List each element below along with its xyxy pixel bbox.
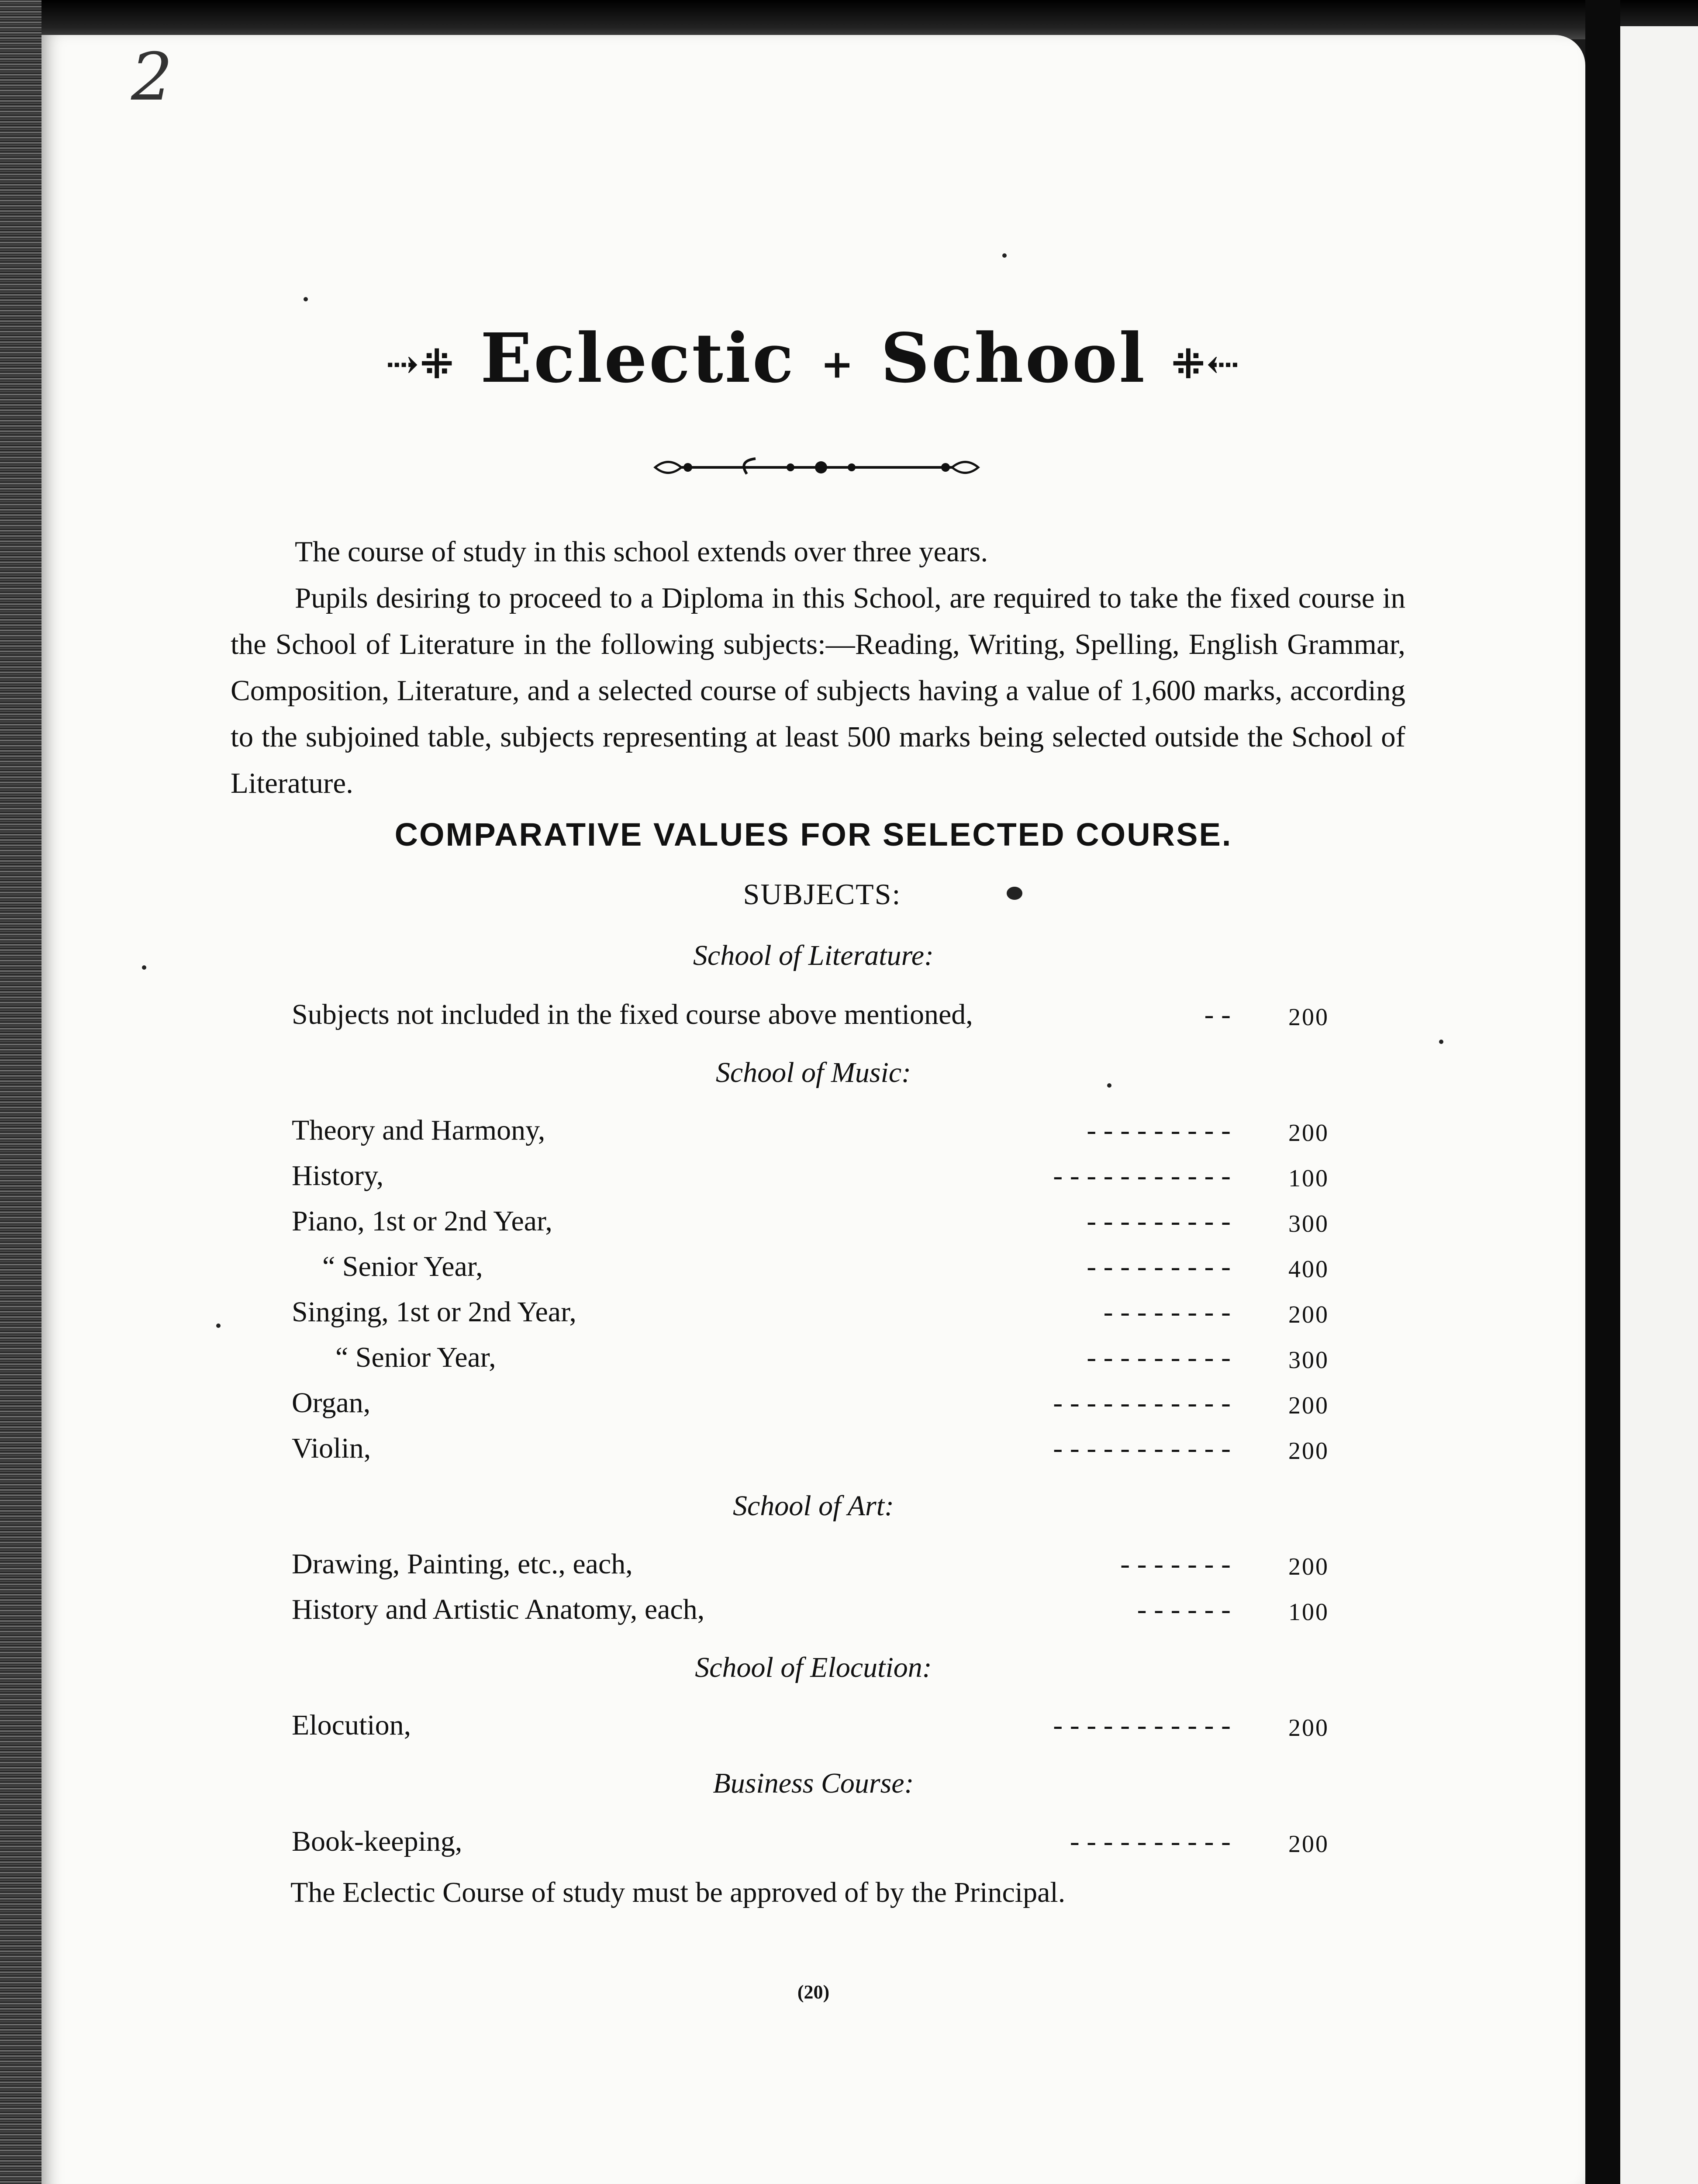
- closing-note: The Eclectic Course of study must be approved of by the Principal.: [290, 1876, 1066, 1908]
- table-row: [0, 1205, 1698, 1248]
- ink-speck: [1002, 253, 1007, 258]
- row-leader-dashes: - - - - - - - - - - -: [1053, 1160, 1231, 1192]
- row-label: Theory and Harmony,: [292, 1114, 545, 1146]
- row-value: 200: [1288, 1392, 1329, 1419]
- row-leader-dashes: - - - - - - -: [1120, 1548, 1231, 1580]
- row-value: 200: [1288, 1831, 1329, 1858]
- table-row: [0, 1825, 1698, 1869]
- row-label: “ Senior Year,: [322, 1251, 483, 1282]
- table-row: [0, 1593, 1698, 1637]
- row-value: 200: [1288, 1120, 1329, 1147]
- heading-word-eclectic: Eclectic: [480, 318, 796, 398]
- row-value: 300: [1288, 1210, 1329, 1237]
- heading-right-ornament: ⁜⇠: [1172, 341, 1241, 387]
- row-leader-dashes: - - - - - -: [1137, 1593, 1231, 1625]
- row-label: Organ,: [292, 1387, 371, 1419]
- row-label: Piano, 1st or 2nd Year,: [292, 1205, 552, 1237]
- row-value: 200: [1288, 1004, 1329, 1031]
- row-leader-dashes: - - - - - - - - -: [1087, 1251, 1231, 1282]
- table-row: [0, 1296, 1698, 1339]
- heading-separator: +: [821, 341, 856, 387]
- row-label: History,: [292, 1160, 384, 1192]
- subjects-heading: SUBJECTS:: [743, 878, 901, 911]
- row-label: Subjects not included in the fixed course above mentioned,: [292, 999, 973, 1030]
- handwritten-page-mark: 2: [131, 39, 173, 115]
- table-row: [0, 1114, 1698, 1158]
- row-value: 200: [1288, 1553, 1329, 1580]
- row-label: Elocution,: [292, 1709, 411, 1741]
- table-row: [0, 1386, 1698, 1430]
- row-value: 200: [1288, 1714, 1329, 1742]
- row-leader-dashes: - - - - - - - - - - -: [1053, 1709, 1231, 1741]
- heading-word-school: School: [880, 318, 1147, 398]
- row-value: 100: [1288, 1599, 1329, 1626]
- scan-top-border: [0, 0, 1698, 39]
- table-row: [0, 1250, 1698, 1294]
- category-business: Business Course:: [713, 1767, 914, 1799]
- row-value: 200: [1288, 1438, 1329, 1465]
- row-leader-dashes: - -: [1204, 999, 1231, 1030]
- category-literature: School of Literature:: [693, 940, 934, 971]
- table-row: [0, 1548, 1698, 1591]
- row-label: Drawing, Painting, etc., each,: [292, 1548, 633, 1580]
- page-heading: [41, 314, 1585, 408]
- row-label: “ Senior Year,: [335, 1341, 496, 1373]
- row-label: History and Artistic Anatomy, each,: [292, 1593, 705, 1625]
- section-title: COMPARATIVE VALUES FOR SELECTED COURSE.: [394, 816, 1232, 853]
- row-leader-dashes: - - - - - - - - - - -: [1053, 1387, 1231, 1419]
- row-label: Book-keeping,: [292, 1825, 462, 1857]
- table-row: [0, 1709, 1698, 1752]
- row-value: 400: [1288, 1256, 1329, 1283]
- table-row: [0, 1432, 1698, 1476]
- row-leader-dashes: - - - - - - - - - - -: [1053, 1432, 1231, 1464]
- category-music: School of Music:: [715, 1057, 911, 1089]
- table-row: [0, 1159, 1698, 1203]
- row-value: 300: [1288, 1347, 1329, 1374]
- intro-paragraph-2: Pupils desiring to proceed to a Diploma in this School, are required to take the fixed course in the School of Literature in the following subjects:—Reading, Writing, Spelling, English Grammar, Composition, Literature, and a selected course of subjects having a value of 1,600 marks, according to the subjoined table, subjects representing at least 500 marks being selected outside the School of Literature.: [231, 582, 1405, 799]
- row-leader-dashes: - - - - - - - - -: [1087, 1341, 1231, 1373]
- heading-left-ornament: ⇢⁜: [386, 341, 455, 387]
- row-value: 200: [1288, 1301, 1329, 1328]
- row-leader-dashes: - - - - - - - - -: [1087, 1114, 1231, 1146]
- row-leader-dashes: - - - - - - - -: [1103, 1296, 1231, 1328]
- row-label: Singing, 1st or 2nd Year,: [292, 1296, 576, 1328]
- table-row: [0, 1341, 1698, 1385]
- row-label: Violin,: [292, 1432, 371, 1464]
- row-leader-dashes: - - - - - - - - -: [1087, 1205, 1231, 1237]
- decorative-rule-icon: [646, 450, 987, 485]
- row-value: 100: [1288, 1165, 1329, 1192]
- intro-paragraph-1: The course of study in this school extends over three years.: [295, 536, 988, 568]
- category-elocution: School of Elocution:: [695, 1652, 932, 1683]
- decorative-rule: [646, 450, 987, 485]
- page-number: (20): [797, 1981, 830, 2003]
- table-row: [0, 998, 1698, 1042]
- row-leader-dashes: - - - - - - - - - -: [1070, 1825, 1231, 1857]
- ink-speck: [304, 297, 308, 301]
- category-art: School of Art:: [732, 1490, 894, 1522]
